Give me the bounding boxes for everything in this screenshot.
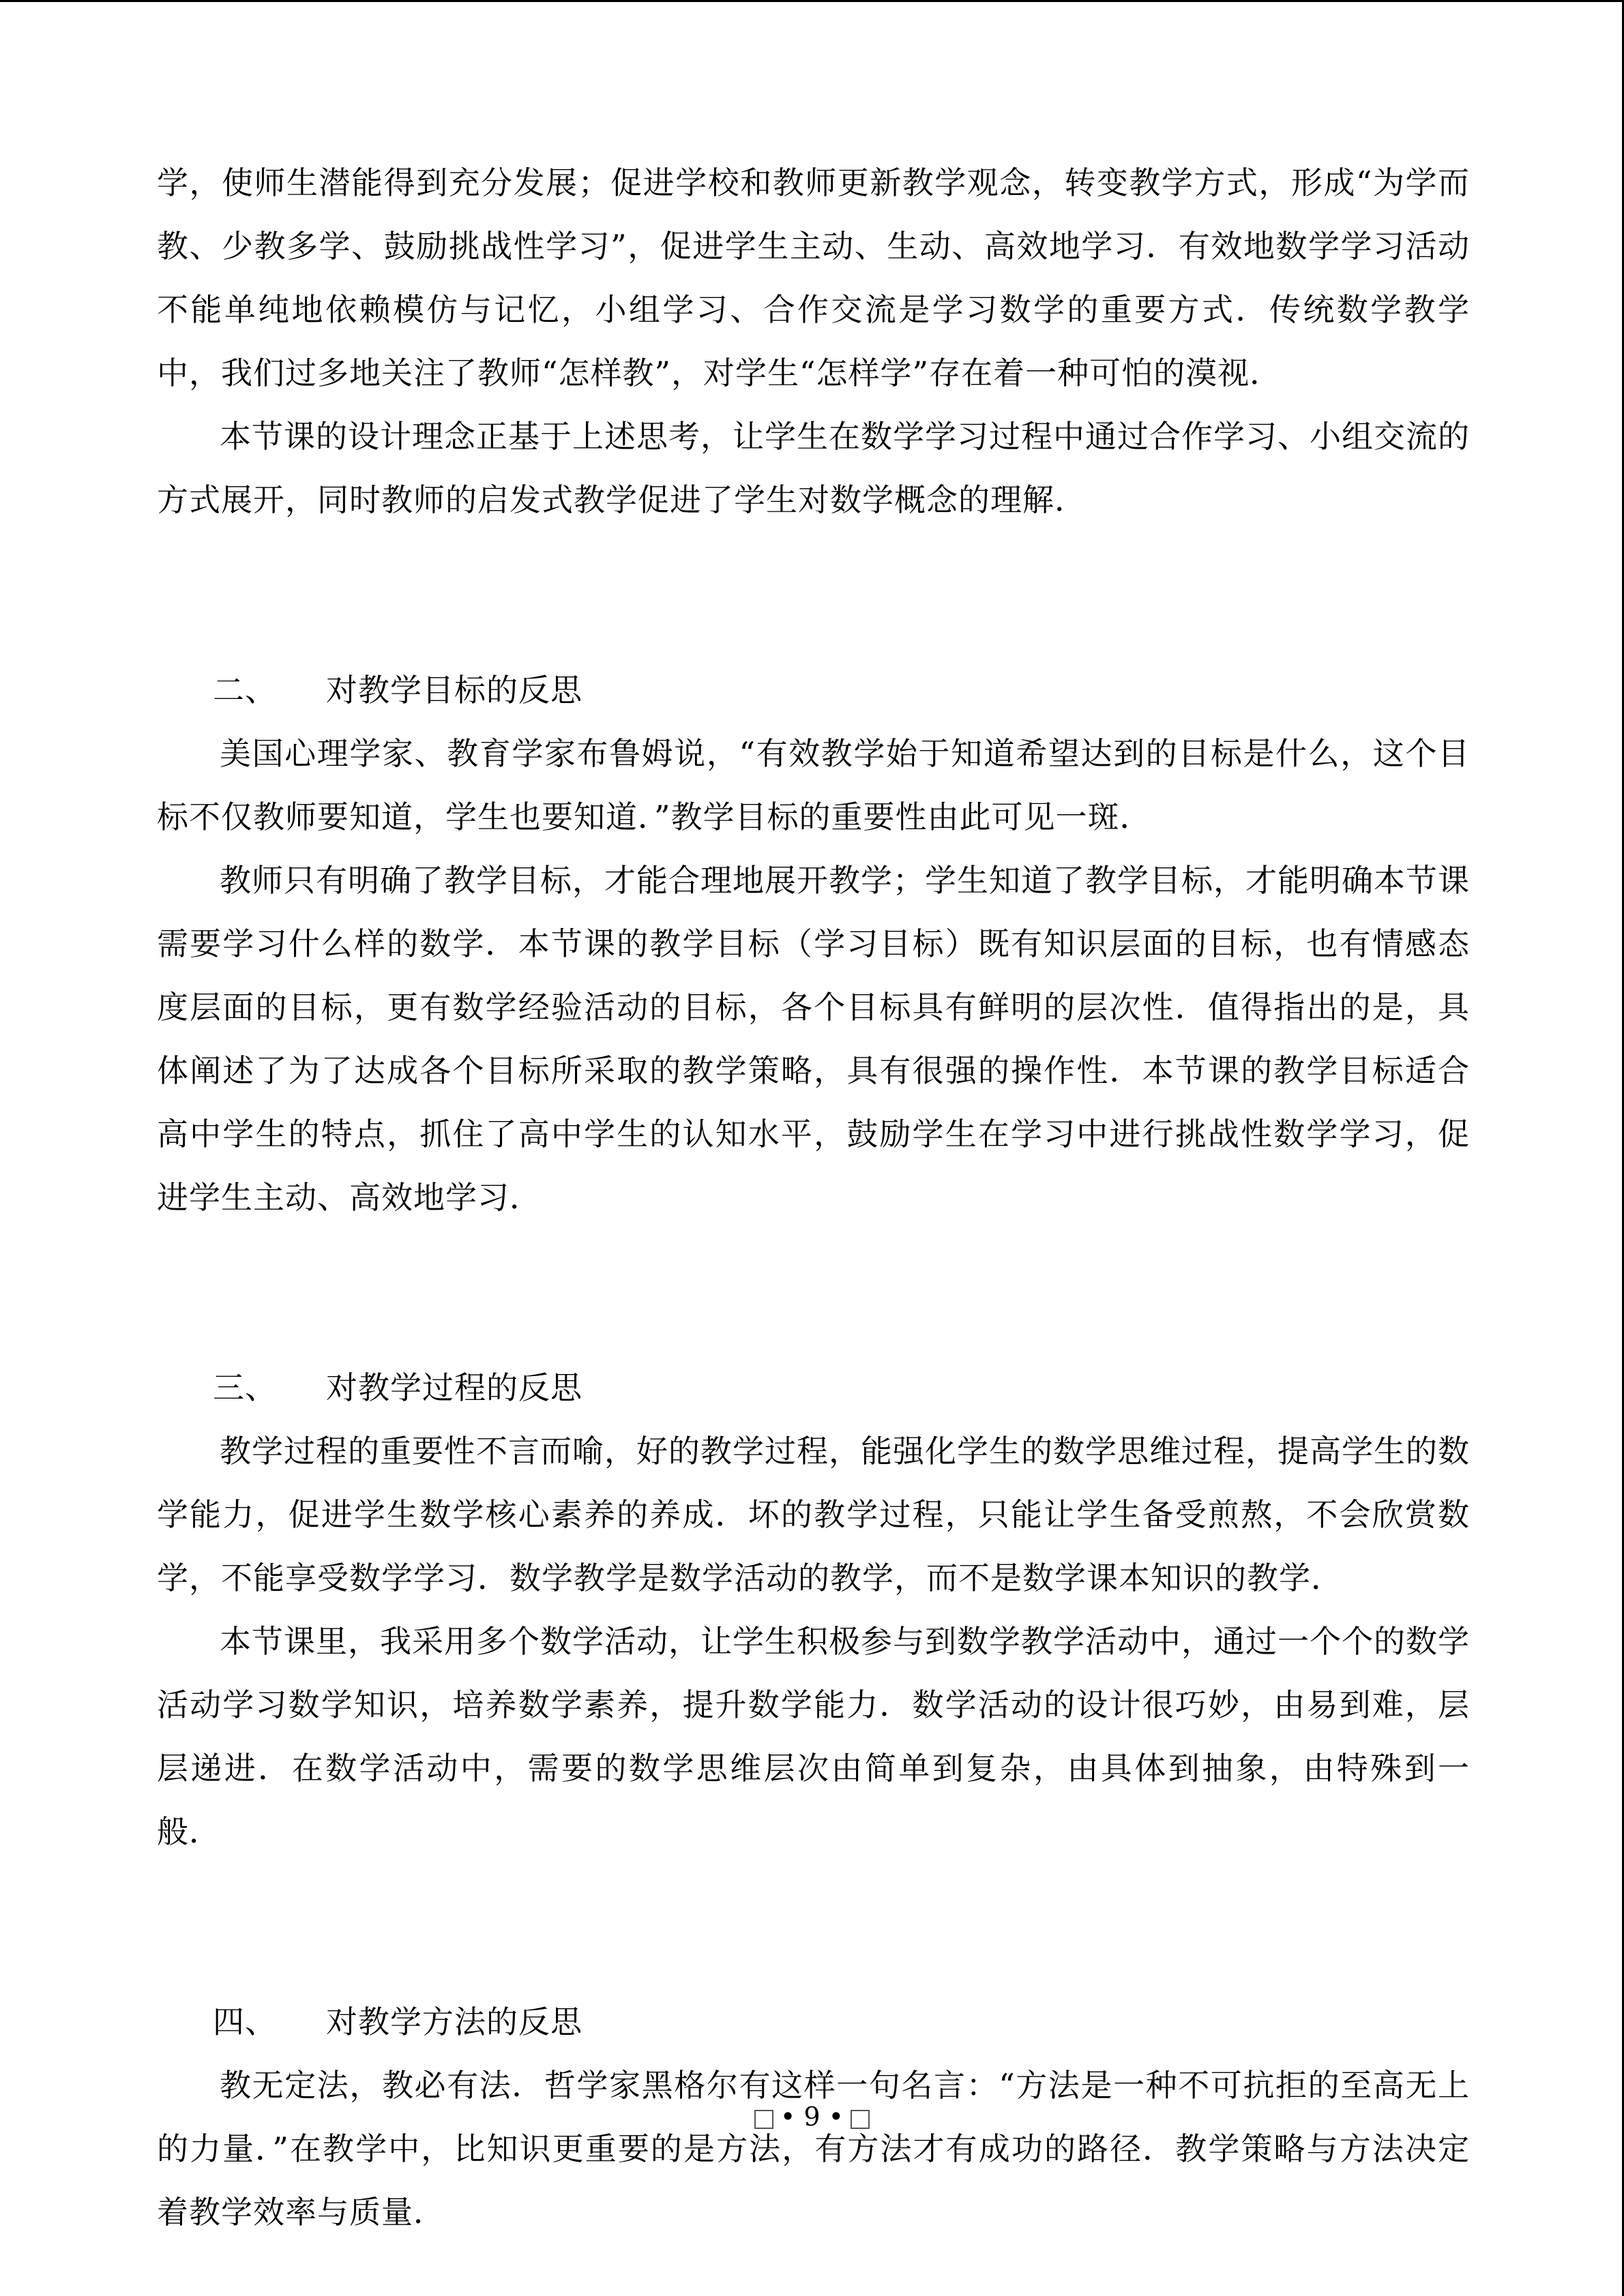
paragraph: 学，使师生潜能得到充分发展；促进学校和教师更新教学观念，转变教学方式，形成“为学而教、少教多学、鼓励挑战性学习”，促进学生主动、生动、高效地学习．有效地数学学习活动不能单纯地依赖模仿与记忆，小组学习、合作交流是学习数学的重要方式．传统数学教学中，我们过多地关注了教师“怎样教”，对学生“怎样学”存在着一种可怕的漠视． xyxy=(157,164,1470,391)
page-number: • 9 • xyxy=(780,2102,844,2132)
paragraph: 教无定法，教必有法．哲学家黑格尔有这样一句名言：“方法是一种不可抗拒的至高无上的力量．”在教学中，比知识更重要的是方法，有方法才有成功的路径．教学策略与方法决定着教学效率与质量． xyxy=(157,2067,1470,2231)
placeholder-box-icon xyxy=(851,2110,870,2129)
paragraph: 教师只有明确了教学目标，才能合理地展开教学；学生知道了教学目标，才能明确本节课需要学习什么样的数学．本节课的教学目标（学习目标）既有知识层面的目标，也有情感态度层面的目标，更有数学经验活动的目标，各个目标具有鲜明的层次性．值得指出的是，具体阐述了为了达成各个目标所采取的教学策略，具有很强的操作性．本节课的教学目标适合高中学生的特点，抓住了高中学生的认知水平，鼓励学生在学习中进行挑战性数学学习，促进学生主动、高效地学习． xyxy=(157,862,1470,1216)
section-heading-2 xyxy=(157,659,1470,722)
paragraph: 本节课里，我采用多个数学活动，让学生积极参与到数学教学活动中，通过一个个的数学活动学习数学知识，培养数学素养，提升数学能力．数学活动的设计很巧妙，由易到难，层层递进．在数学活动中，需要的数学思维层次由简单到复杂，由具体到抽象，由特殊到一般． xyxy=(157,1623,1470,1850)
section-heading-4 xyxy=(157,1991,1470,2054)
paragraph: 教学过程的重要性不言而喻，好的教学过程，能强化学生的数学思维过程，提高学生的数学能力，促进学生数学核心素养的养成．坏的教学过程，只能让学生备受煎熬，不会欣赏数学，不能享受数学学习．数学教学是数学活动的教学，而不是数学课本知识的教学． xyxy=(157,1433,1470,1596)
section-title: 对教学过程的反思 xyxy=(326,1369,582,1406)
paragraph: 本节课的设计理念正基于上述思考，让学生在数学学习过程中通过合作学习、小组交流的方式展开，同时教师的启发式教学促进了学生对数学概念的理解． xyxy=(157,418,1470,518)
section-title: 对教学目标的反思 xyxy=(326,672,582,709)
placeholder-box-icon xyxy=(754,2110,773,2129)
paragraph: 美国心理学家、教育学家布鲁姆说，“有效教学始于知道希望达到的目标是什么，这个目标不仅教师要知道，学生也要知道．”教学目标的重要性由此可见一斑． xyxy=(157,735,1470,835)
top-border-line xyxy=(0,0,1624,2)
section-title: 对教学方法的反思 xyxy=(326,2003,582,2040)
section-number: 四、 xyxy=(213,2003,277,2040)
section-number: 三、 xyxy=(213,1369,277,1406)
section-heading-3 xyxy=(157,1356,1470,1420)
section-number: 二、 xyxy=(213,672,277,709)
page-footer xyxy=(0,2102,1624,2132)
document-page xyxy=(157,151,1470,2244)
